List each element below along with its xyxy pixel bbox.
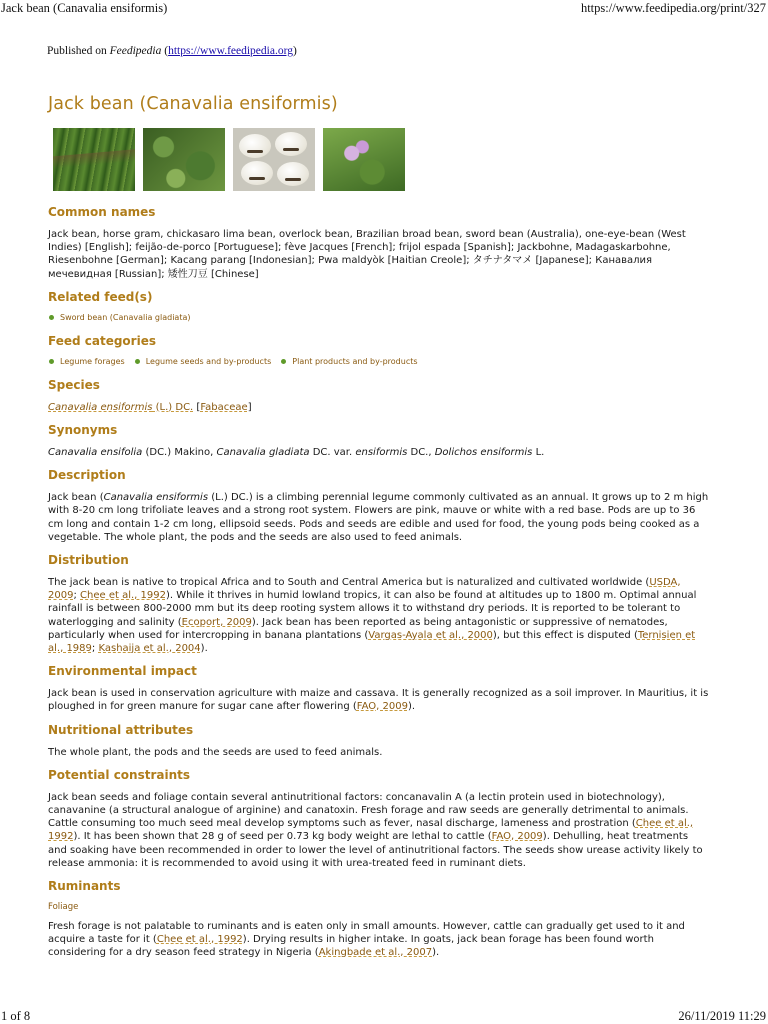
leaves-photo[interactable]	[143, 128, 225, 191]
reference-link[interactable]: Chee et al., 1992	[80, 590, 166, 602]
ruminants-t3: ).	[432, 947, 440, 959]
environmental-t2: ).	[407, 701, 416, 713]
synonym-3-name: Dolichos ensiformis	[434, 447, 533, 459]
feed-categories-list	[49, 357, 709, 366]
published-prefix: Published on	[47, 45, 110, 57]
synonym-2-var: ensiformis	[355, 447, 408, 459]
related-feed-label: Sword bean (Canavalia gladiata)	[60, 312, 191, 322]
distribution-t7: ).	[200, 643, 208, 655]
description-heading: Description	[48, 468, 126, 483]
environmental-text	[48, 687, 709, 713]
feed-category-item[interactable]	[49, 357, 125, 366]
published-open: (	[161, 45, 169, 57]
print-header-url: https://www.feedipedia.org/print/327	[580, 1, 766, 15]
photo-gallery	[53, 128, 709, 191]
seed-shape	[241, 161, 273, 185]
distribution-t1: The jack bean is native to tropical Africa and to South and Central America but is naturalized and cultivated worldwide (	[48, 577, 650, 589]
species-link[interactable]	[48, 402, 193, 413]
reference-link[interactable]: FAO, 2009	[491, 831, 543, 843]
feed-category-item[interactable]	[135, 357, 272, 366]
page-counter: 1 of 8	[1, 1009, 31, 1023]
field-photo[interactable]	[53, 128, 135, 191]
bullet-icon	[49, 359, 54, 364]
family-close: ]	[247, 401, 252, 413]
distribution-t5: ), but this effect is disputed (	[492, 629, 638, 641]
ruminants-t2: ). Drying results in higher intake. In goats, jack bean forage has been found worth considering for a dry season feed strategy in Nigeria (	[48, 934, 654, 959]
reference-link[interactable]: Ecoport, 2009	[181, 616, 252, 628]
distribution-heading: Distribution	[48, 553, 129, 568]
ruminants-text	[48, 920, 709, 960]
synonym-2-name: Canavalia gladiata	[216, 447, 310, 459]
reference-link[interactable]: Kashaija et al., 2004	[98, 643, 201, 655]
related-feeds-heading: Related feed(s)	[48, 289, 153, 304]
reference-link[interactable]: Akingbade et al., 2007	[318, 947, 433, 959]
feed-categories-heading: Feed categories	[48, 333, 156, 348]
description-post: (L.) DC.) is a climbing perennial legume commonly cultivated as an annual. It grows up to 2 m high with 8-20 cm long trifoliate leaves and a strong root system. Flowers are pink, mauve or white with a red base. Pods are up to 36 cm long and contain 1-2 cm long, ellipsoid seeds. Pods and seeds are edible and used for food, the young pods being cooked as a vegetable. The whole plant, the pods and the seeds are also used to feed animals.	[48, 492, 709, 543]
description-species: Canavalia ensiformis	[103, 492, 209, 504]
nutritional-text: The whole plant, the pods and the seeds are used to feed animals.	[48, 746, 383, 758]
constraints-t3: ). Dehulling, heat treatments and soaking have been recommended in order to lower the level of antinutritional factors. The seeds show urease activity likely to release ammonia: it is recommended to avoid using it with urea-treated feed in ruminant diets.	[48, 831, 703, 869]
environmental-heading: Environmental impact	[48, 664, 197, 679]
related-feed-item[interactable]	[49, 313, 190, 322]
species-name: Canavalia ensiformis	[48, 401, 153, 413]
site-name: Feedipedia	[109, 45, 162, 57]
distribution-text	[48, 576, 709, 655]
species-author: (L.) DC.	[152, 401, 194, 413]
seed-shape	[275, 132, 307, 156]
print-datetime: 26/11/2019 11:29	[678, 1009, 766, 1023]
ruminants-heading: Ruminants	[48, 879, 121, 894]
bullet-icon	[49, 315, 54, 320]
constraints-t1: Jack bean seeds and foliage contain several antinutritional factors: concanavalin A (a lectin protein used in biotechnology), canavanine (a structural analogue of arginine) and canatoxin. Fresh forage and raw seeds are generally detrimental to animals. Cattle consuming too much seed meal develop symptoms such as fever, nasal discharge, lameness and prostration (	[48, 791, 689, 830]
print-header	[0, 0, 768, 16]
flower-photo[interactable]	[323, 128, 405, 191]
description-text	[48, 491, 709, 544]
distribution-t4: ). Jack bean has been reported as being antagonistic or suppressive of nematodes, particularly when used for intercropping in banana plantations (	[48, 616, 668, 641]
family-open: [	[193, 401, 201, 413]
published-close: )	[292, 45, 297, 57]
distribution-t6: ;	[91, 643, 99, 655]
constraints-text	[48, 791, 709, 870]
feed-category-label: Legume forages	[60, 356, 125, 366]
synonym-2-mid: DC. var.	[309, 447, 356, 459]
description-pre: Jack bean (	[48, 492, 104, 504]
seeds-photo[interactable]	[233, 128, 315, 191]
synonym-1-name: Canavalia ensifolia	[48, 447, 143, 459]
constraints-t2: ). It has been shown that 28 g of seed per 0.73 kg body weight are lethal to cattle (	[73, 831, 492, 843]
feed-category-label: Legume seeds and by-products	[145, 356, 272, 366]
reference-link[interactable]: Chee et al., 1992	[156, 934, 243, 946]
reference-link[interactable]: Ternisien et al., 1989	[48, 629, 696, 655]
reference-link[interactable]: USDA, 2009	[48, 577, 681, 602]
synonyms-text	[48, 446, 709, 459]
synonym-3-author: L.	[532, 447, 545, 459]
environmental-t1: Jack bean is used in conservation agriculture with maize and cassava. It is generally recognized as a soil improver. In Mauritius, it is ploughed in for green manure for sugar cane after flowering (	[48, 688, 709, 713]
related-feeds-list	[49, 313, 709, 322]
distribution-t2: ;	[73, 590, 81, 602]
constraints-heading: Potential constraints	[48, 767, 191, 782]
print-footer	[0, 1008, 768, 1024]
seed-shape	[239, 134, 271, 158]
published-line	[47, 45, 297, 57]
print-header-title: Jack bean (Canavalia ensiformis)	[1, 1, 168, 15]
site-link[interactable]: https://www.feedipedia.org	[168, 45, 293, 57]
species-heading: Species	[48, 377, 100, 392]
family-link[interactable]: Fabaceae	[200, 401, 248, 413]
bullet-icon	[135, 359, 140, 364]
page-title: Jack bean (Canavalia ensiformis)	[48, 94, 338, 114]
synonyms-heading: Synonyms	[48, 423, 118, 438]
synonym-1-author: (DC.) Makino,	[142, 447, 217, 459]
feed-category-item[interactable]	[281, 357, 417, 366]
synonym-2-author: DC.,	[407, 447, 435, 459]
foliage-subheading: Foliage	[48, 902, 79, 913]
bullet-icon	[281, 359, 286, 364]
nutritional-heading: Nutritional attributes	[48, 722, 194, 737]
ruminants-t1: Fresh forage is not palatable to ruminants and is eaten only in small amounts. However, cattle can gradually get used to it and acquire a taste for it (	[48, 921, 685, 946]
reference-link[interactable]: FAO, 2009	[356, 701, 408, 713]
feed-category-label: Plant products and by-products	[292, 356, 418, 366]
seed-shape	[277, 162, 309, 186]
distribution-t3: ). While it thrives in humid lowland tropics, it can also be found at altitudes up to 1800 m. Optimal annual rainfall is between 800-2000 mm but its deep rooting system allows it to withstand dry periods. It is reported to be tolerant to waterlogging and salinity (	[48, 590, 697, 628]
reference-link[interactable]: Vargas-Ayala et al., 2000	[368, 629, 493, 641]
main-content	[47, 94, 709, 969]
common-names-heading: Common names	[48, 205, 156, 219]
species-line	[48, 401, 709, 414]
common-names-text: Jack bean, horse gram, chickasaro lima bean, overlock bean, Brazilian broad bean, sword bean (Australia), one-eye-bean (West Indies) [English]; feijão-de-porco [Portuguese]; fève Jacques [French]; frijol espada [Spanish]; Jackbohne, Madagaskarbohne, Riesenbohne [German]; Kacang parang [Indonesian]; Pwa maldyòk [Haitian Creole]; タチナタマメ [Japanese]; Канавалия мечевидная [Russian]; 矮性刀豆 [Chinese]	[48, 229, 686, 280]
reference-link[interactable]: Chee et al., 1992	[48, 818, 694, 843]
